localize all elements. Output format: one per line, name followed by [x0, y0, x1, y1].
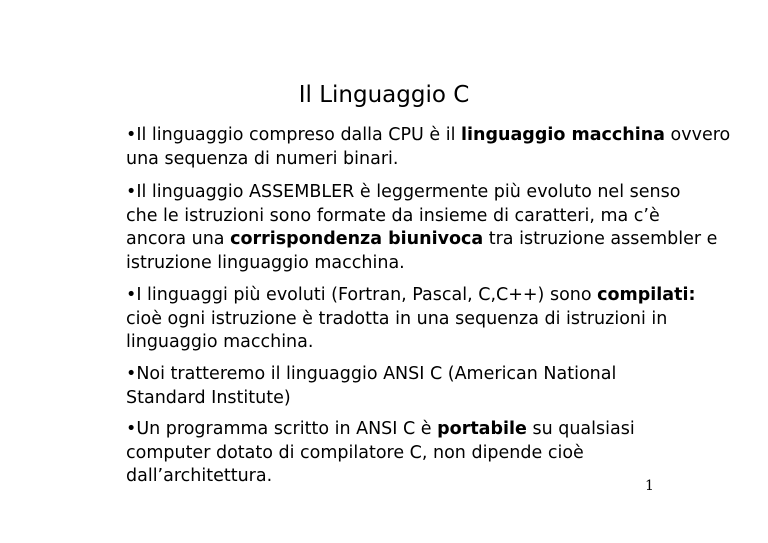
text-line — [126, 308, 686, 332]
text-run: linguaggio macchina. — [126, 332, 314, 352]
text-run: tra istruzione assembler e — [483, 229, 718, 249]
page-number: 1 — [645, 478, 654, 494]
text-run: cioè ogni istruzione è tradotta in una sequenza di istruzioni in — [126, 308, 668, 329]
bold-term: portabile — [437, 419, 527, 439]
paragraph-compiled-languages — [126, 284, 696, 355]
text-run: una sequenza di numeri binari. — [126, 148, 399, 169]
text-run: •Il linguaggio ASSEMBLER è leggermente più evoluto nel senso — [126, 182, 681, 202]
text-run: •Noi tratteremo il linguaggio ANSI C (American National — [126, 364, 617, 384]
paragraph-ansi-c — [126, 363, 686, 410]
bold-term: compilati: — [597, 285, 696, 305]
bold-term: corrispondenza biunivoca — [230, 229, 484, 249]
text-line — [126, 418, 686, 442]
text-line — [126, 181, 686, 205]
text-line — [126, 284, 696, 308]
slide-title: Il Linguaggio C — [298, 82, 470, 108]
paragraph-assembler — [126, 181, 718, 275]
text-run: •Il linguaggio compreso dalla CPU è il — [126, 125, 462, 145]
text-run: •Un programma scritto in ANSI C è — [126, 419, 438, 439]
paragraph-portability — [126, 418, 686, 489]
text-run: dall’architettura. — [126, 466, 273, 486]
text-line — [126, 442, 686, 466]
bold-term: linguaggio macchina — [461, 125, 665, 145]
paragraph-machine-language — [126, 124, 731, 171]
text-line — [126, 228, 718, 252]
text-line — [126, 465, 686, 489]
text-run: •I linguaggi più evoluti (Fortran, Pascal, C,C++) sono — [126, 285, 598, 305]
text-run: Standard Institute) — [126, 387, 291, 408]
text-line — [126, 363, 686, 387]
text-run: ovvero — [664, 125, 731, 145]
text-run: computer dotato di compilatore C, non dipende cioè — [126, 442, 584, 463]
text-line — [126, 387, 686, 411]
text-run: che le istruzioni sono formate da insieme di caratteri, ma c’è — [126, 205, 660, 226]
text-line — [126, 148, 686, 172]
text-line — [126, 331, 686, 355]
text-line — [126, 252, 686, 276]
text-run: istruzione linguaggio macchina. — [126, 252, 405, 273]
text-run: su qualsiasi — [526, 419, 635, 439]
text-run: ancora una — [126, 229, 231, 249]
text-line — [126, 205, 686, 229]
text-line — [126, 124, 731, 148]
